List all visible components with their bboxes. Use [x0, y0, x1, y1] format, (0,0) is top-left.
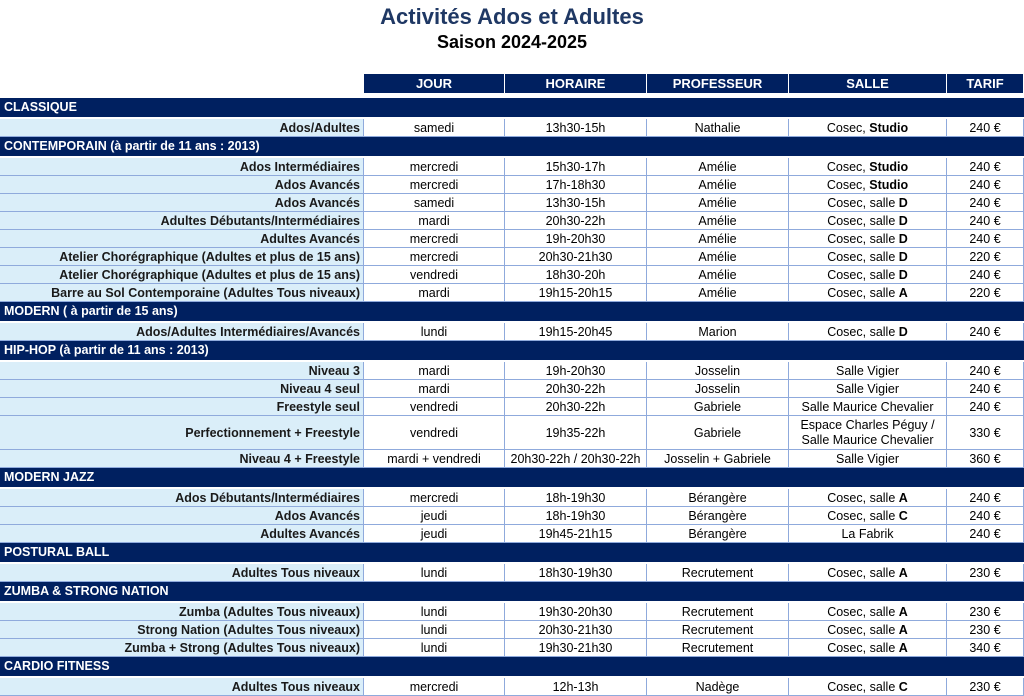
time-cell: 20h30-22h / 20h30-22h [505, 450, 647, 467]
price-cell: 240 € [947, 507, 1024, 524]
section-header: MODERN ( à partir de 15 ans) [0, 302, 1024, 321]
price-cell: 240 € [947, 362, 1024, 379]
room-name: Cosec, salle [827, 490, 899, 505]
price-cell: 240 € [947, 380, 1024, 397]
table-row [0, 639, 1024, 657]
table-row [0, 507, 1024, 525]
room-cell [789, 639, 947, 656]
course-label: Zumba (Adultes Tous niveaux) [0, 603, 364, 620]
time-cell: 20h30-22h [505, 380, 647, 397]
day-cell: mercredi [364, 158, 505, 175]
day-cell: mardi [364, 380, 505, 397]
room-name: Cosec, [826, 120, 870, 135]
price-cell: 240 € [947, 230, 1024, 247]
teacher-cell: Amélie [647, 230, 789, 247]
column-header-jour: JOUR [364, 74, 505, 93]
table-row [0, 194, 1024, 212]
course-label: Ados/Adultes [0, 119, 364, 136]
course-label: Ados/Adultes Intermédiaires/Avancés [0, 323, 364, 340]
table-row [0, 158, 1024, 176]
course-label: Strong Nation (Adultes Tous niveaux) [0, 621, 364, 638]
room-cell [789, 489, 947, 506]
price-cell: 230 € [947, 621, 1024, 638]
room-name: Cosec, salle [827, 267, 899, 282]
day-cell: mercredi [364, 230, 505, 247]
room-code: C [898, 679, 908, 694]
course-label: Niveau 4 + Freestyle [0, 450, 364, 467]
room-name: Salle Vigier [835, 363, 899, 378]
course-label: Freestyle seul [0, 398, 364, 415]
price-cell: 220 € [947, 248, 1024, 265]
room-code: Studio [869, 159, 909, 174]
day-cell: lundi [364, 639, 505, 656]
room-cell [789, 507, 947, 524]
teacher-cell: Josselin [647, 362, 789, 379]
room-name: Cosec, [826, 159, 870, 174]
room-cell [789, 284, 947, 301]
table-row [0, 212, 1024, 230]
time-cell: 12h-13h [505, 678, 647, 695]
teacher-cell: Nathalie [647, 119, 789, 136]
room-code: C [898, 508, 908, 523]
day-cell: mardi [364, 284, 505, 301]
room-code: D [898, 324, 908, 339]
time-cell: 18h-19h30 [505, 489, 647, 506]
room-code: Studio [869, 177, 909, 192]
section-header: CLASSIQUE [0, 98, 1024, 117]
room-name: La Fabrik [841, 526, 894, 541]
teacher-cell: Bérangère [647, 525, 789, 542]
room-name: Salle Vigier [835, 381, 899, 396]
room-code: A [898, 565, 908, 580]
room-name: Cosec, salle [827, 679, 899, 694]
day-cell: mercredi [364, 678, 505, 695]
teacher-cell: Amélie [647, 248, 789, 265]
room-cell [789, 176, 947, 193]
price-cell: 240 € [947, 323, 1024, 340]
price-cell: 240 € [947, 489, 1024, 506]
room-name: Salle Maurice Chevalier [801, 399, 934, 414]
price-cell: 240 € [947, 158, 1024, 175]
room-code: D [898, 213, 908, 228]
room-name: Cosec, salle [827, 195, 899, 210]
page-title: Activités Ados et Adultes [380, 4, 644, 29]
room-name: Cosec, salle [827, 565, 899, 580]
time-cell: 19h35-22h [505, 416, 647, 449]
price-cell: 240 € [947, 398, 1024, 415]
room-code: D [898, 231, 908, 246]
time-cell: 20h30-22h [505, 398, 647, 415]
price-cell: 220 € [947, 284, 1024, 301]
course-label: Ados Débutants/Intermédiaires [0, 489, 364, 506]
table-row [0, 416, 1024, 450]
room-cell [789, 525, 947, 542]
teacher-cell: Nadège [647, 678, 789, 695]
teacher-cell: Amélie [647, 266, 789, 283]
time-cell: 18h30-19h30 [505, 564, 647, 581]
room-cell [789, 266, 947, 283]
teacher-cell: Gabriele [647, 416, 789, 449]
price-cell: 360 € [947, 450, 1024, 467]
column-header-salle: SALLE [789, 74, 947, 93]
room-name: Cosec, salle [827, 285, 899, 300]
room-name: Cosec, salle [827, 213, 899, 228]
day-cell: mardi [364, 212, 505, 229]
room-cell [789, 212, 947, 229]
course-label: Ados Avancés [0, 176, 364, 193]
room-cell [789, 450, 947, 467]
room-code: D [898, 195, 908, 210]
table-row [0, 621, 1024, 639]
day-cell: vendredi [364, 266, 505, 283]
time-cell: 13h30-15h [505, 119, 647, 136]
course-label: Adultes Tous niveaux [0, 678, 364, 695]
room-cell [789, 678, 947, 695]
section-header: POSTURAL BALL [0, 543, 1024, 562]
time-cell: 18h-19h30 [505, 507, 647, 524]
room-name: Cosec, salle [827, 622, 899, 637]
table-row [0, 284, 1024, 302]
column-header-professeur: PROFESSEUR [647, 74, 789, 93]
room-cell [789, 248, 947, 265]
room-name: Cosec, salle [827, 231, 899, 246]
room-name: Cosec, salle [827, 640, 899, 655]
schedule-table [0, 98, 1024, 696]
teacher-cell: Recrutement [647, 621, 789, 638]
room-code: A [898, 622, 908, 637]
table-row [0, 603, 1024, 621]
teacher-cell: Amélie [647, 284, 789, 301]
room-code: A [898, 604, 908, 619]
teacher-cell: Amélie [647, 158, 789, 175]
section-header: HIP-HOP (à partir de 11 ans : 2013) [0, 341, 1024, 360]
course-label: Atelier Chorégraphique (Adultes et plus de 15 ans) [0, 266, 364, 283]
price-cell: 230 € [947, 603, 1024, 620]
price-cell: 340 € [947, 639, 1024, 656]
column-header-horaire: HORAIRE [505, 74, 647, 93]
room-cell [789, 603, 947, 620]
teacher-cell: Recrutement [647, 564, 789, 581]
time-cell: 19h-20h30 [505, 230, 647, 247]
day-cell: lundi [364, 603, 505, 620]
price-cell: 230 € [947, 678, 1024, 695]
time-cell: 17h-18h30 [505, 176, 647, 193]
time-cell: 19h15-20h15 [505, 284, 647, 301]
room-code: A [898, 490, 908, 505]
time-cell: 18h30-20h [505, 266, 647, 283]
teacher-cell: Recrutement [647, 603, 789, 620]
room-cell [789, 621, 947, 638]
room-cell [789, 564, 947, 581]
room-cell [789, 194, 947, 211]
day-cell: samedi [364, 194, 505, 211]
day-cell: vendredi [364, 398, 505, 415]
price-cell: 230 € [947, 564, 1024, 581]
teacher-cell: Bérangère [647, 489, 789, 506]
teacher-cell: Amélie [647, 194, 789, 211]
room-line: Espace Charles Péguy / [800, 417, 935, 432]
room-name: Cosec, salle [827, 604, 899, 619]
room-name: Cosec, salle [827, 249, 899, 264]
time-cell: 20h30-22h [505, 212, 647, 229]
time-cell: 13h30-15h [505, 194, 647, 211]
room-cell [789, 230, 947, 247]
table-row [0, 362, 1024, 380]
course-label: Ados Intermédiaires [0, 158, 364, 175]
price-cell: 240 € [947, 212, 1024, 229]
day-cell: mardi [364, 362, 505, 379]
room-name: Cosec, salle [827, 508, 899, 523]
day-cell: vendredi [364, 416, 505, 449]
time-cell: 19h30-21h30 [505, 639, 647, 656]
course-label: Zumba + Strong (Adultes Tous niveaux) [0, 639, 364, 656]
room-code: D [898, 267, 908, 282]
time-cell: 19h-20h30 [505, 362, 647, 379]
table-row [0, 119, 1024, 137]
room-line: Salle Maurice Chevalier [801, 432, 934, 447]
teacher-cell: Amélie [647, 176, 789, 193]
teacher-cell: Gabriele [647, 398, 789, 415]
teacher-cell: Amélie [647, 212, 789, 229]
table-row [0, 230, 1024, 248]
course-label: Ados Avancés [0, 507, 364, 524]
course-label: Barre au Sol Contemporaine (Adultes Tous niveaux) [0, 284, 364, 301]
room-name: Salle Vigier [835, 451, 899, 466]
room-code: A [898, 640, 908, 655]
day-cell: jeudi [364, 507, 505, 524]
time-cell: 19h30-20h30 [505, 603, 647, 620]
course-label: Niveau 4 seul [0, 380, 364, 397]
table-row [0, 525, 1024, 543]
time-cell: 19h15-20h45 [505, 323, 647, 340]
page-subtitle: Saison 2024-2025 [436, 32, 588, 52]
room-cell [789, 380, 947, 397]
course-label: Adultes Avancés [0, 525, 364, 542]
room-cell [789, 119, 947, 136]
time-cell: 20h30-21h30 [505, 248, 647, 265]
day-cell: lundi [364, 323, 505, 340]
day-cell: mercredi [364, 176, 505, 193]
teacher-cell: Bérangère [647, 507, 789, 524]
table-row [0, 176, 1024, 194]
section-header: MODERN JAZZ [0, 468, 1024, 487]
day-cell: lundi [364, 621, 505, 638]
teacher-cell: Josselin [647, 380, 789, 397]
room-code: D [898, 249, 908, 264]
table-row [0, 489, 1024, 507]
room-name: Cosec, [826, 177, 870, 192]
course-label: Atelier Chorégraphique (Adultes et plus de 15 ans) [0, 248, 364, 265]
room-cell [789, 416, 947, 449]
table-row [0, 380, 1024, 398]
room-name: Cosec, salle [827, 324, 899, 339]
column-header-tarif: TARIF [947, 74, 1024, 93]
course-label: Niveau 3 [0, 362, 364, 379]
day-cell: mercredi [364, 248, 505, 265]
table-header [364, 74, 1024, 93]
price-cell: 240 € [947, 266, 1024, 283]
room-code: A [898, 285, 908, 300]
section-header: CONTEMPORAIN (à partir de 11 ans : 2013) [0, 137, 1024, 156]
table-row [0, 678, 1024, 696]
teacher-cell: Josselin + Gabriele [647, 450, 789, 467]
room-cell [789, 398, 947, 415]
table-row [0, 323, 1024, 341]
time-cell: 19h45-21h15 [505, 525, 647, 542]
time-cell: 15h30-17h [505, 158, 647, 175]
section-header: ZUMBA & STRONG NATION [0, 582, 1024, 601]
price-cell: 240 € [947, 119, 1024, 136]
day-cell: lundi [364, 564, 505, 581]
teacher-cell: Recrutement [647, 639, 789, 656]
day-cell: mercredi [364, 489, 505, 506]
day-cell: jeudi [364, 525, 505, 542]
table-row [0, 564, 1024, 582]
table-row [0, 450, 1024, 468]
course-label: Adultes Débutants/Intermédiaires [0, 212, 364, 229]
room-cell [789, 362, 947, 379]
price-cell: 240 € [947, 176, 1024, 193]
price-cell: 240 € [947, 194, 1024, 211]
room-cell [789, 323, 947, 340]
price-cell: 330 € [947, 416, 1024, 449]
section-header: CARDIO FITNESS [0, 657, 1024, 676]
price-cell: 240 € [947, 525, 1024, 542]
course-label: Ados Avancés [0, 194, 364, 211]
day-cell: samedi [364, 119, 505, 136]
time-cell: 20h30-21h30 [505, 621, 647, 638]
table-row [0, 398, 1024, 416]
course-label: Adultes Tous niveaux [0, 564, 364, 581]
table-row [0, 248, 1024, 266]
day-cell: mardi + vendredi [364, 450, 505, 467]
course-label: Adultes Avancés [0, 230, 364, 247]
room-code: Studio [869, 120, 909, 135]
teacher-cell: Marion [647, 323, 789, 340]
table-row [0, 266, 1024, 284]
course-label: Perfectionnement + Freestyle [0, 416, 364, 449]
room-cell [789, 158, 947, 175]
